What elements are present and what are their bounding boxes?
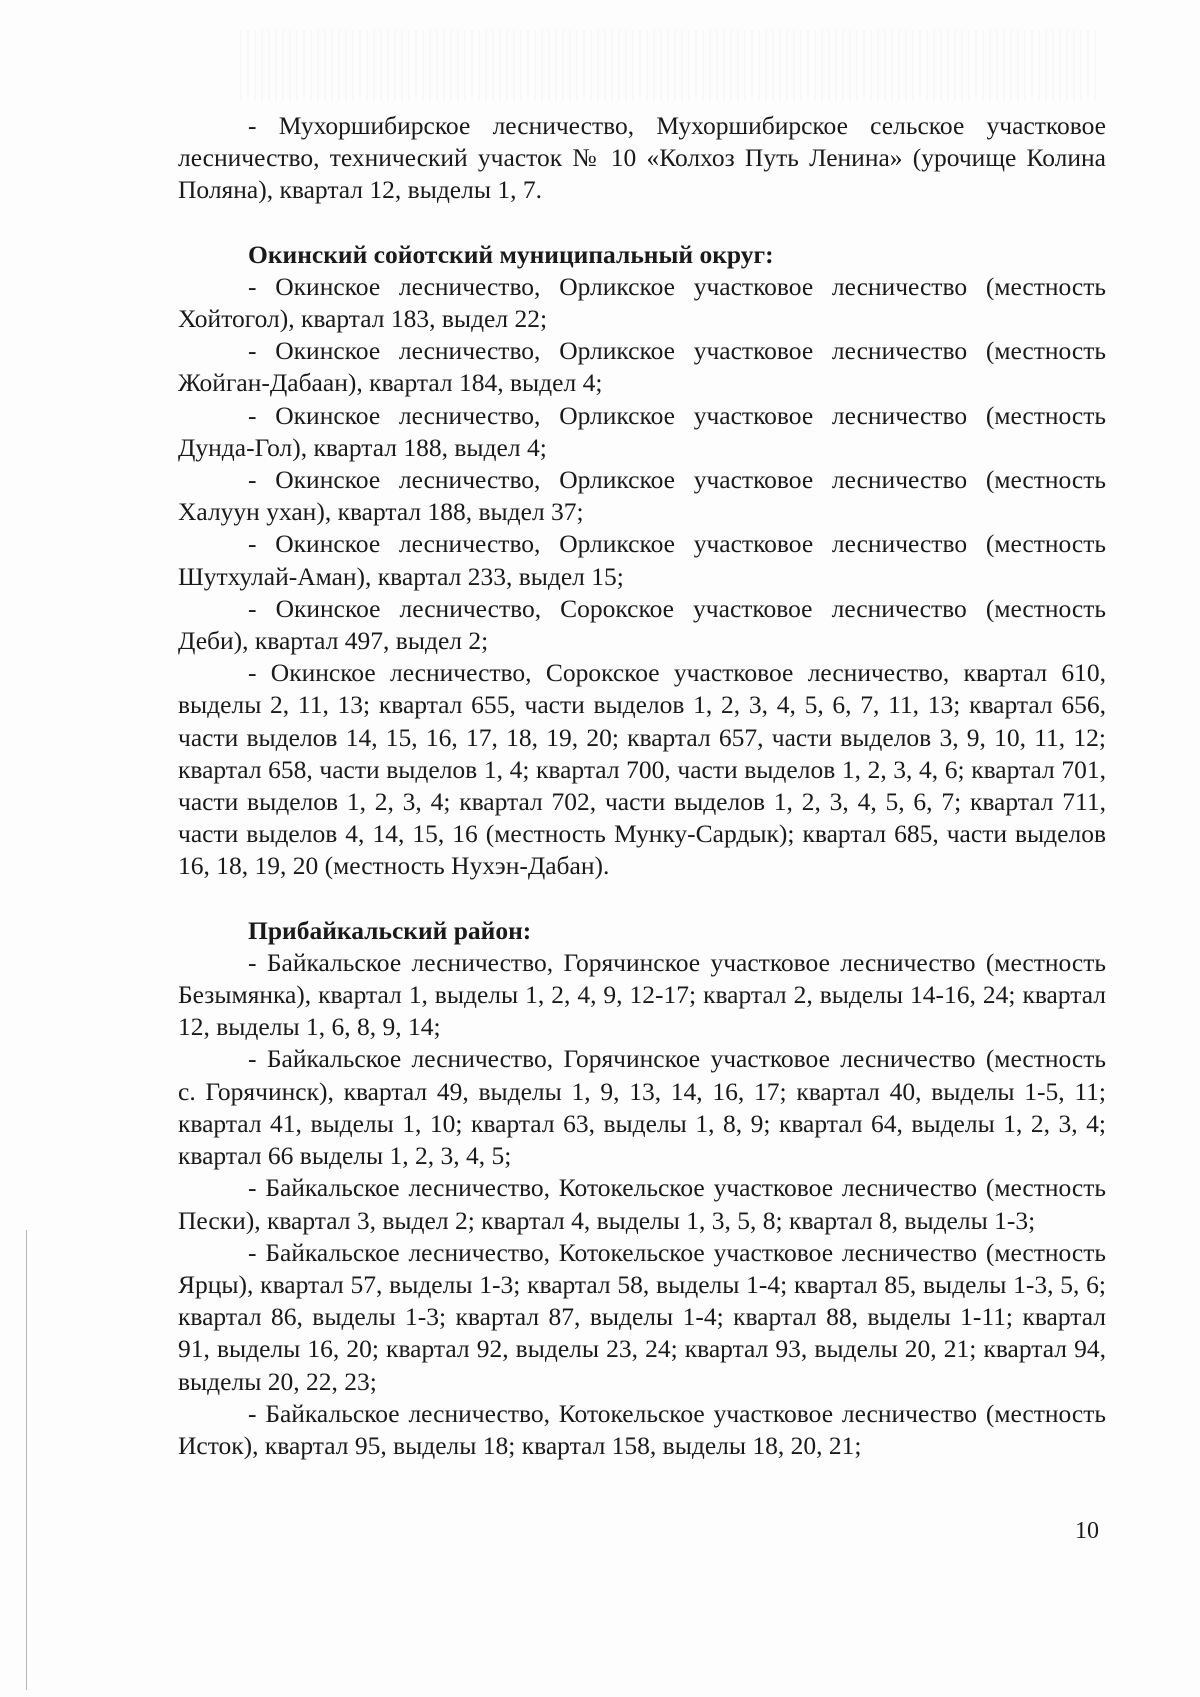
- page-number: 10: [1075, 1518, 1099, 1544]
- list-item: - Окинское лесничество, Сорокское участковое лесничество, квартал 610, выделы 2, 11, 13; квартал 655, части выделов 1, 2, 3, 4, 5, 6, 7, 11, 13; квартал 656, части выделов 14, 15, 16, 17, 18, 19, 20; квартал 657, части выделов 3, 9, 10, 11, 12; квартал 658, части выделов 1, 4; квартал 700, части выделов 1, 2, 3, 4, 6; квартал 701, части выделов 1, 2, 3, 4; квартал 702, части выделов 1, 2, 3, 4, 5, 6, 7; квартал 711, части выделов 4, 14, 15, 16 (местность Мунку-Сардык); квартал 685, части выделов 16, 18, 19, 20 (местность Нухэн-Дабан).: [178, 658, 1106, 881]
- list-item: - Байкальское лесничество, Котокельское участковое лесничество (местность Ярцы), квартал 57, выделы 1-3; квартал 58, выделы 1-4; квартал 85, выделы 1-3, 5, 6; квартал 86, выделы 1-3; квартал 87, выделы 1-4; квартал 88, выделы 1-11; квартал 91, выделы 16, 20; квартал 92, выделы 23, 24; квартал 93, выделы 20, 21; квартал 94, выделы 20, 22, 23;: [178, 1237, 1106, 1396]
- list-item: - Окинское лесничество, Орликское участковое лесничество (местность Хойтогол), квартал 183, выдел 22;: [178, 271, 1106, 334]
- section-heading-pribaikalsky: Прибайкальский район:: [248, 915, 532, 945]
- list-item: - Байкальское лесничество, Котокельское участковое лесничество (местность Исток), квартал 95, выделы 18; квартал 158, выделы 18, 20, 21;: [178, 1398, 1106, 1460]
- list-item: - Байкальское лесничество, Горячинское участковое лесничество (местность Безымянка), квартал 1, выделы 1, 2, 4, 9, 12-17; квартал 2, выделы 14-16, 24; квартал 12, выделы 1, 6, 8, 9, 14;: [178, 947, 1106, 1042]
- intro-paragraph: - Мухоршибирское лесничество, Мухоршибирское сельское участковое лесничество, технический участок № 10 «Колхоз Путь Ленина» (урочище Колина Поляна), квартал 12, выделы 1, 7.: [178, 111, 1106, 205]
- list-item: - Окинское лесничество, Сорокское участковое лесничество (местность Деби), квартал 497, выдел 2;: [178, 593, 1106, 656]
- list-item: - Окинское лесничество, Орликское участковое лесничество (местность Жойган-Дабаан), квартал 184, выдел 4;: [178, 336, 1106, 398]
- list-item: - Окинское лесничество, Орликское участковое лесничество (местность Дунда-Гол), квартал 188, выдел 4;: [178, 400, 1106, 462]
- list-item: - Окинское лесничество, Орликское участковое лесничество (местность Шутхулай-Аман), квартал 233, выдел 15;: [178, 529, 1106, 591]
- list-item: - Окинское лесничество, Орликское участковое лесничество (местность Халуун ухан), квартал 188, выдел 37;: [178, 465, 1106, 527]
- list-item: - Байкальское лесничество, Горячинское участковое лесничество (местность с. Горячинск), квартал 49, выделы 1, 9, 13, 14, 16, 17; квартал 40, выделы 1-5, 11; квартал 41, выделы 1, 10; квартал 63, выделы 1, 8, 9; квартал 64, выделы 1, 2, 3, 4; квартал 66 выделы 1, 2, 3, 4, 5;: [178, 1044, 1106, 1171]
- list-item: - Байкальское лесничество, Котокельское участковое лесничество (местность Пески), квартал 3, выдел 2; квартал 4, выделы 1, 3, 5, 8; квартал 8, выделы 1-3;: [178, 1173, 1106, 1235]
- scan-edge-line: [26, 1230, 27, 1690]
- document-body: [178, 110, 1106, 1462]
- section-gap: [178, 883, 1106, 915]
- scan-noise: [240, 30, 1100, 100]
- section-heading-okinsky: Окинский сойотский муниципальный округ:: [248, 239, 774, 269]
- section-gap: [178, 207, 1106, 239]
